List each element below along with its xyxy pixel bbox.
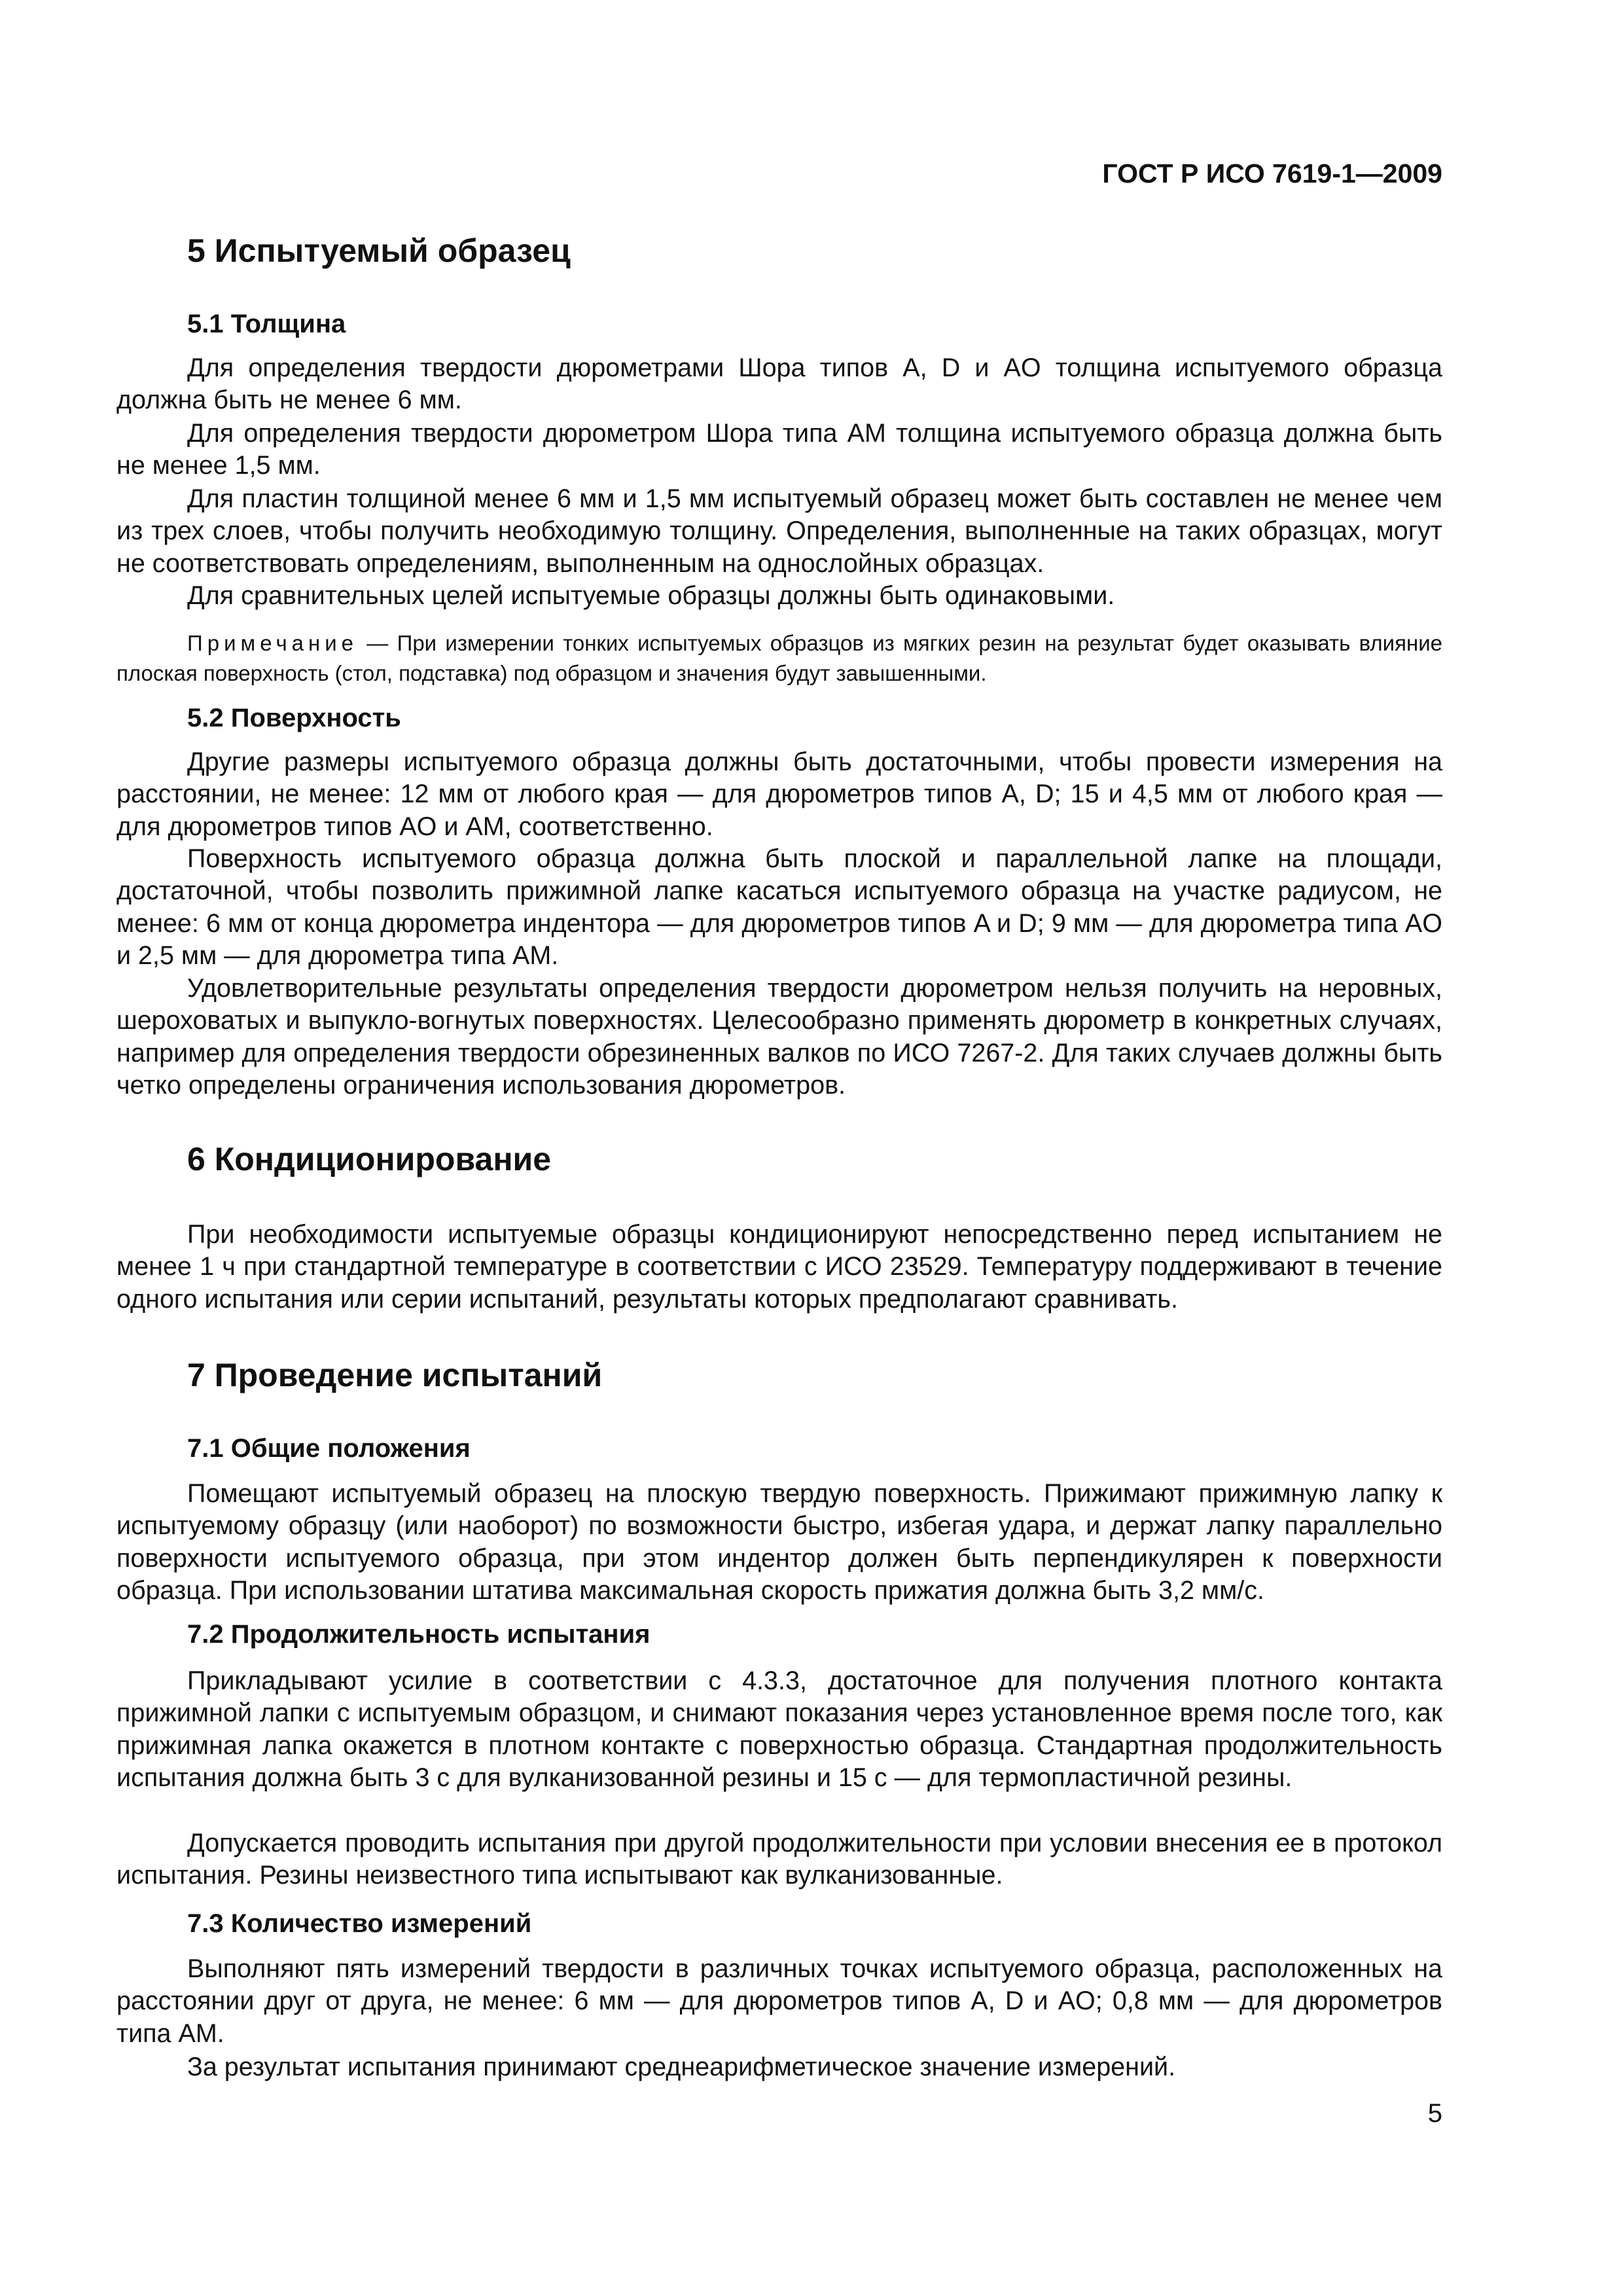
note-5-1 bbox=[116, 628, 1442, 689]
paragraph-7-3-2: За результат испытания принимают среднеарифметическое значение измерений. bbox=[187, 2053, 1176, 2081]
paragraph-7-3-1: Выполняют пять измерений твердости в различных точках испытуемого образца, расположенных на расстоянии друг от друга, не менее: 6 мм — для дюрометров типов A, D и AO; 0,8 мм — для дюрометров типа AM. bbox=[116, 1954, 1442, 2048]
section-5-title: 5 Испытуемый образец bbox=[187, 232, 571, 269]
note-label: Примечание bbox=[187, 631, 359, 655]
subsection-7-1-title: 7.1 Общие положения bbox=[187, 1434, 471, 1463]
subsection-7-2-title: 7.2 Продолжительность испытания bbox=[187, 1620, 651, 1649]
paragraph-6-1: При необходимости испытуемые образцы кондиционируют непосредственно перед испытанием не менее 1 ч при стандартной температуре в соответствии с ИСО 23529. Температуру поддерживают в течение одного испытания или серии испытаний, результаты которых предполагают сравнивать. bbox=[116, 1220, 1442, 1314]
section-6-title: 6 Кондиционирование bbox=[187, 1141, 552, 1177]
section-7-title: 7 Проведение испытаний bbox=[187, 1357, 603, 1393]
paragraph-7-1-1: Помещают испытуемый образец на плоскую твердую поверхность. Прижимают прижимную лапку к испытуемому образцу (или наоборот) по возможности быстро, избегая удара, и держат лапку параллельно поверхности испытуемого образца, при этом индентор должен быть перпендикулярен к поверхности образца. При использовании штатива максимальная скорость прижатия должна быть 3,2 мм/с. bbox=[116, 1479, 1442, 1605]
subsection-7-3-title: 7.3 Количество измерений bbox=[187, 1909, 532, 1938]
subsection-5-2-title: 5.2 Поверхность bbox=[187, 704, 401, 732]
paragraph-5-1-1: Для определения твердости дюрометрами Шора типов A, D и AO толщина испытуемого образца должна быть не менее 6 мм. bbox=[116, 353, 1442, 415]
paragraph-5-1-4: Для сравнительных целей испытуемые образцы должны быть одинаковыми. bbox=[187, 581, 1115, 610]
paragraph-7-2-2: Допускается проводить испытания при другой продолжительности при условии внесения ее в протокол испытания. Резины неизвестного типа испытывают как вулканизованные. bbox=[116, 1829, 1442, 1890]
paragraph-5-2-1: Другие размеры испытуемого образца должны быть достаточными, чтобы провести измерения на расстоянии, не менее: 12 мм от любого края — для дюрометров типов A, D; 15 и 4,5 мм от любого края — для дюрометров типов AO и AM, соответственно. bbox=[116, 747, 1442, 841]
paragraph-5-2-3: Удовлетворительные результаты определения твердости дюрометром нельзя получить на неровных, шероховатых и выпукло-вогнутых поверхностях. Целесообразно применять дюрометр в конкретных случаях, например для определения твердости обрезиненных валков по ИСО 7267-2. Для таких случаев должны быть четко определены ограничения использования дюрометров. bbox=[116, 974, 1442, 1100]
paragraph-5-2-2: Поверхность испытуемого образца должна быть плоской и параллельной лапке на площади, достаточной, чтобы позволить прижимной лапке касаться испытуемого образца на участке радиусом, не менее: 6 мм от конца дюрометра индентора — для дюрометров типов A и D; 9 мм — для дюрометра типа AO и 2,5 мм — для дюрометра типа AM. bbox=[116, 844, 1442, 970]
paragraph-7-2-1: Прикладывают усилие в соответствии с 4.3.3, достаточное для получения плотного контакта прижимной лапки с испытуемым образцом, и снимают показания через установленное время после того, как прижимная лапка окажется в плотном контакте с поверхностью образца. Стандартная продолжительность испытания должна быть 3 с для вулканизованной резины и 15 с — для термопластичной резины. bbox=[116, 1666, 1442, 1792]
paragraph-5-1-3: Для пластин толщиной менее 6 мм и 1,5 мм испытуемый образец может быть составлен не менее чем из трех слоев, чтобы получить необходимую толщину. Определения, выполненные на таких образцах, могут не соответствовать определениям, выполненным на однослойных образцах. bbox=[116, 484, 1442, 578]
page-number: 5 bbox=[1427, 2099, 1442, 2128]
paragraph-5-1-2: Для определения твердости дюрометром Шора типа AM толщина испытуемого образца должна быть не менее 1,5 мм. bbox=[116, 419, 1442, 480]
document-header: ГОСТ Р ИСО 7619-1—2009 bbox=[1102, 158, 1442, 188]
note-text: — При измерении тонких испытуемых образцов из мягких резин на результат будет оказывать влияние плоская поверхность (стол, подставка) под образцом и значения будут завышенными. bbox=[116, 631, 1442, 685]
subsection-5-1-title: 5.1 Толщина bbox=[187, 310, 346, 338]
